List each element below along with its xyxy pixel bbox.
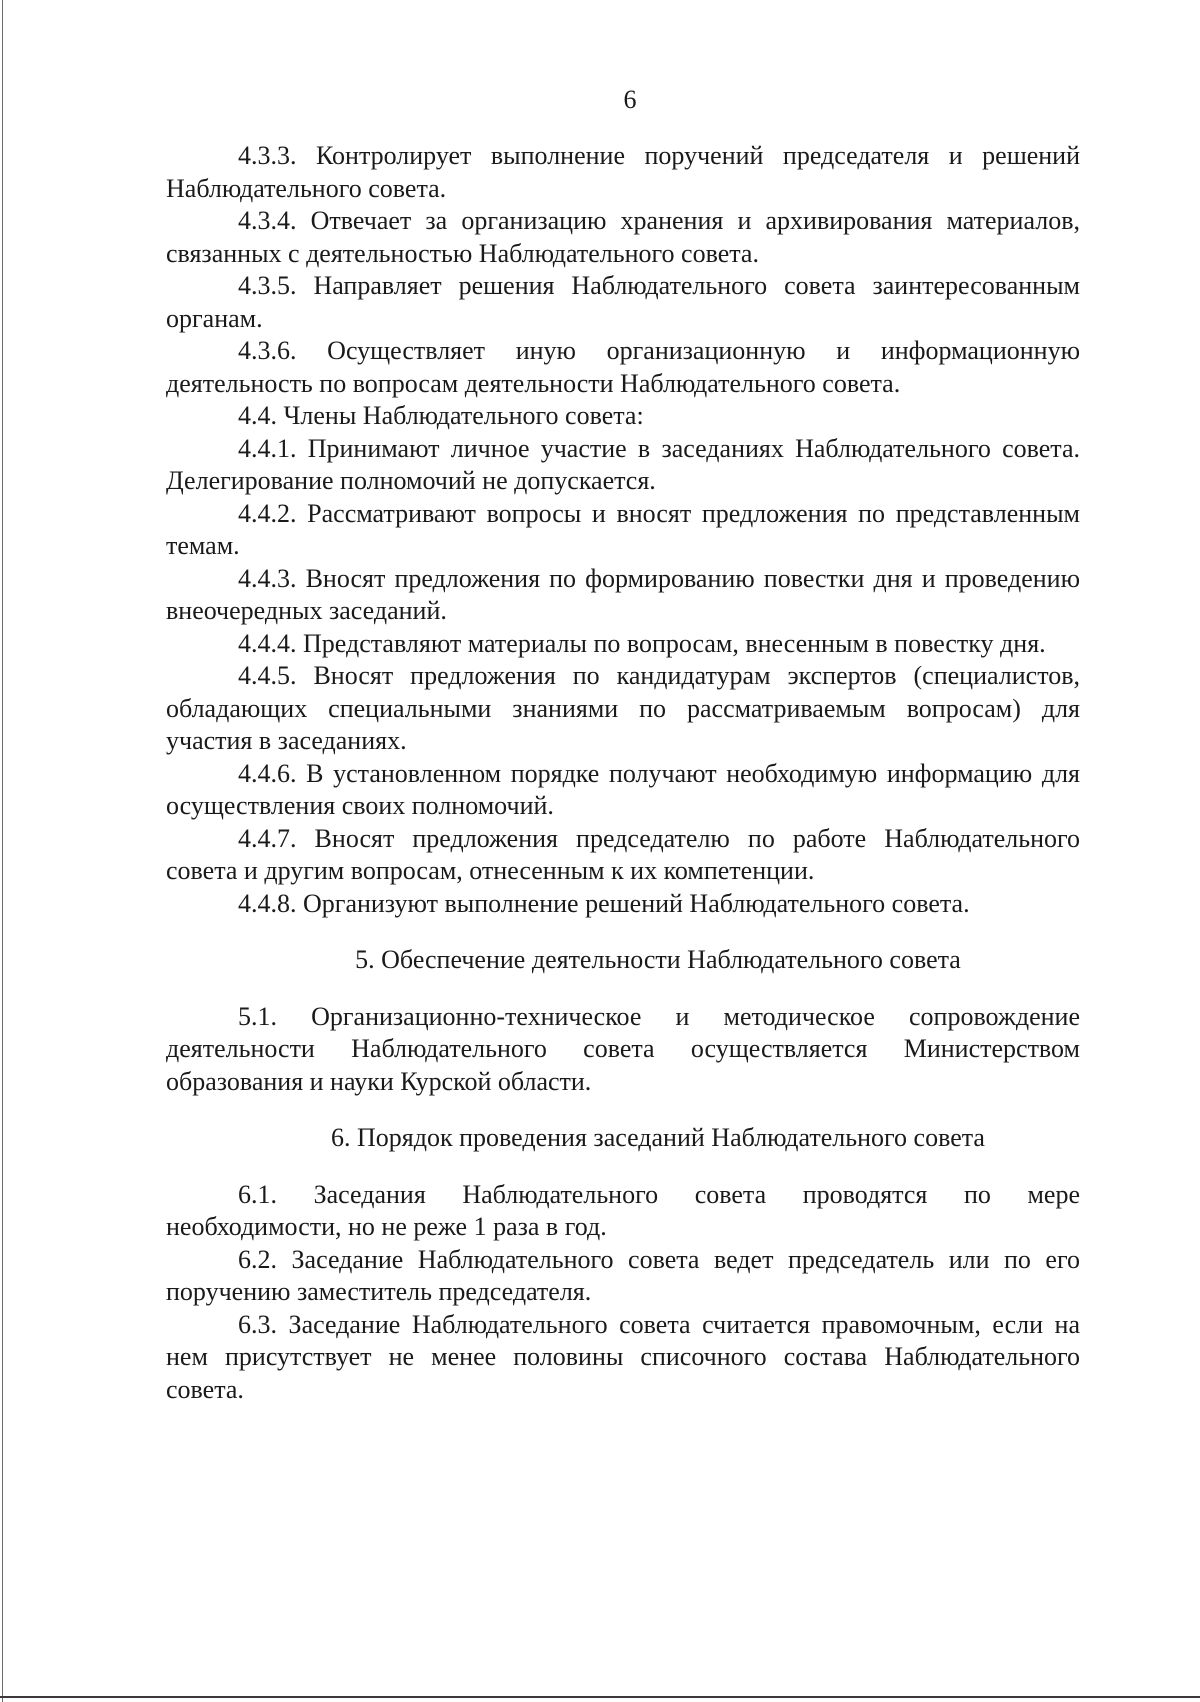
paragraph-4-4-6: 4.4.6. В установленном порядке получают необходимую информацию для осуществления своих полномочий. — [166, 758, 1080, 820]
paragraph-6-1: 6.1. Заседания Наблюдательного совета проводятся по мере необходимости, но не реже 1 раза в год. — [166, 1179, 1080, 1241]
paragraph-4-4-1: 4.4.1. Принимают личное участие в заседаниях Наблюдательного совета. Делегирование полномочий не допускается. — [166, 433, 1080, 495]
paragraph-4-3-5: 4.3.5. Направляет решения Наблюдательного совета заинтересованным органам. — [166, 271, 1080, 333]
document-body — [166, 140, 1080, 1406]
page-number: 6 — [623, 85, 637, 114]
section-5-heading: 5. Обеспечение деятельности Наблюдательного совета — [355, 945, 961, 974]
paragraph-4-4-2: 4.4.2. Рассматривают вопросы и вносят предложения по представленным темам. — [166, 498, 1080, 560]
scan-edge-left — [2, 0, 3, 1702]
paragraph-4-3-6: 4.3.6. Осуществляет иную организационную и информационную деятельность по вопросам деятельности Наблюдательного совета. — [166, 336, 1080, 398]
paragraph-4-4: 4.4. Члены Наблюдательного совета: — [238, 401, 644, 430]
paragraph-4-4-5: 4.4.5. Вносят предложения по кандидатурам экспертов (специалистов, обладающих специальными знаниями по рассматриваемым вопросам) для участия в заседаниях. — [166, 661, 1080, 755]
paragraph-4-3-3: 4.3.3. Контролирует выполнение поручений председателя и решений Наблюдательного совета. — [166, 141, 1080, 203]
paragraph-4-4-7: 4.4.7. Вносят предложения председателю по работе Наблюдательного совета и другим вопросам, отнесенным к их компетенции. — [166, 823, 1080, 885]
paragraph-5-1: 5.1. Организационно-техническое и методическое сопровождение деятельности Наблюдательного совета осуществляется Министерством образования и науки Курской области. — [166, 1001, 1080, 1096]
paragraph-4-4-8: 4.4.8. Организуют выполнение решений Наблюдательного совета. — [238, 888, 970, 918]
scan-edge-bottom — [0, 1696, 1200, 1698]
paragraph-4-4-3: 4.4.3. Вносят предложения по формированию повестки дня и проведению внеочередных заседаний. — [166, 563, 1080, 625]
section-6-heading: 6. Порядок проведения заседаний Наблюдательного совета — [331, 1123, 985, 1152]
paragraph-4-4-4: 4.4.4. Представляют материалы по вопросам, внесенным в повестку дня. — [238, 628, 1046, 658]
paragraph-6-2: 6.2. Заседание Наблюдательного совета ведет председатель или по его поручению заместитель председателя. — [166, 1244, 1080, 1306]
paragraph-6-3: 6.3. Заседание Наблюдательного совета считается правомочным, если на нем присутствует не менее половины списочного состава Наблюдательного совета. — [166, 1309, 1080, 1404]
paragraph-4-3-4: 4.3.4. Отвечает за организацию хранения и архивирования материалов, связанных с деятельностью Наблюдательного совета. — [166, 206, 1080, 268]
